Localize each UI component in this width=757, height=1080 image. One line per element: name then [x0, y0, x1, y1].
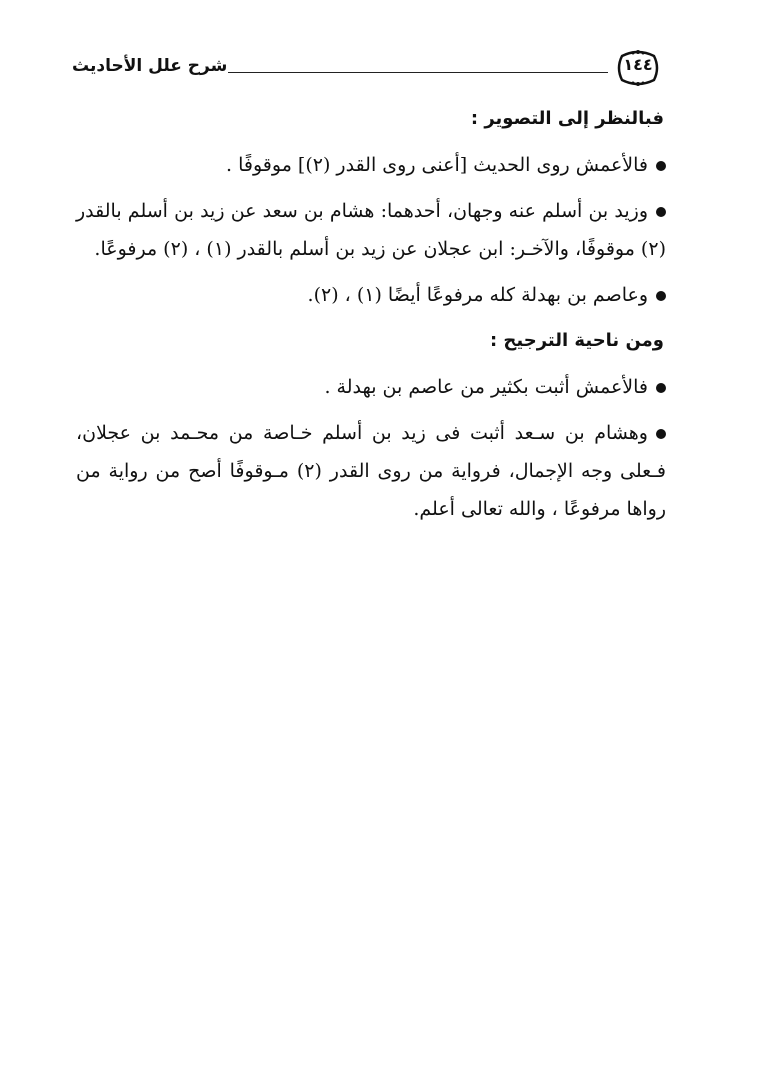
page-number-ornament [612, 48, 664, 88]
running-header-title: شرح علل الأحاديث [72, 56, 228, 76]
bullet-icon [656, 383, 666, 393]
page-body [76, 100, 666, 536]
bullet-paragraph [76, 192, 666, 268]
bullet-paragraph [76, 414, 666, 528]
bullet-paragraph [76, 146, 666, 184]
page-number: ١٤٤ [623, 55, 653, 74]
bullet-icon [656, 291, 666, 301]
paragraph-text: وزيد بن أسلم عنه وجهان، أحدهما: هشام بن سعد عن زيد بن أسلم بالقدر (٢) موقوفًا، والآخـر: ابن عجلان عن زيد بن أسلم بالقدر (١) ، (٢) مرفوعًا. [76, 200, 666, 260]
paragraph-text: وعاصم بن بهدلة كله مرفوعًا أيضًا (١) ، (٢). [307, 284, 648, 306]
bullet-paragraph [76, 276, 666, 314]
bullet-paragraph [76, 368, 666, 406]
section-heading: فبالنظر إلى التصوير : [470, 108, 664, 129]
section-heading: ومن ناحية الترجيح : [489, 330, 664, 351]
header-rule [228, 72, 608, 73]
paragraph-text: فالأعمش أثبت بكثير من عاصم بن بهدلة . [324, 376, 648, 398]
bullet-icon [656, 429, 666, 439]
bullet-icon [656, 207, 666, 217]
paragraph-text: فالأعمش روى الحديث [أعنى روى القدر (٢)] موقوفًا . [226, 154, 648, 176]
paragraph-text: وهشام بن سـعد أثبت فى زيد بن أسلم خـاصة من محـمد بن عجلان، فـعلى وجه الإجمال، فرواية من روى القدر (٢) مـوقوفًا أصح من رواية من رواها مرفوعًا ، والله تعالى أعلم. [76, 422, 666, 520]
bullet-icon [656, 161, 666, 171]
